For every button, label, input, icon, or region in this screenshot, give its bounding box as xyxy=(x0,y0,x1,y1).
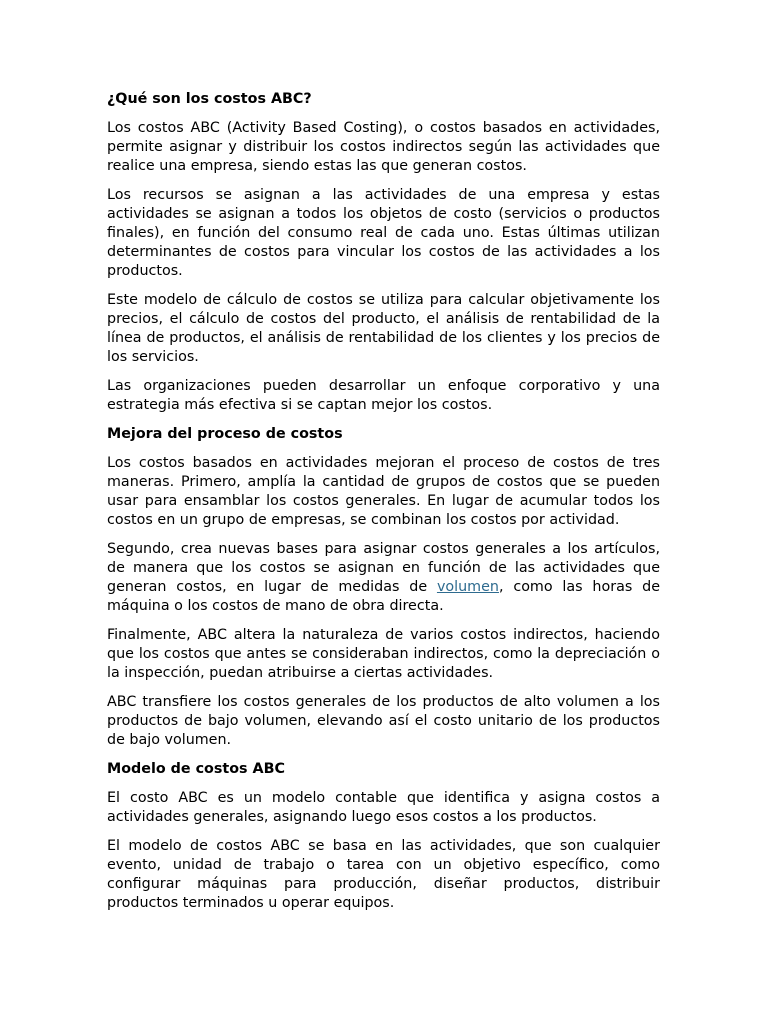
paragraph-text-before-link: Segundo, crea nuevas bases para asignar costos generales a los artículos, de manera que los costos se asignan en función de las actividades que generan costos, en lugar de medidas de xyxy=(107,541,660,595)
document-page xyxy=(107,90,660,923)
paragraph-text-after-link: , como las horas de máquina o los costos de mano de obra directa. xyxy=(107,579,661,614)
volumen-link[interactable]: volumen xyxy=(436,579,499,595)
paragraph-model-definition: El costo ABC es un modelo contable que identifica y asigna costos a actividades generales, asignando luego esos costos a los productos. xyxy=(107,790,660,825)
paragraph-transfer: ABC transfiere los costos generales de los productos de alto volumen a los productos de bajo volumen, elevando así el costo unitario de los productos de bajo volumen. xyxy=(107,694,660,748)
paragraph-model-activities: El modelo de costos ABC se basa en las actividades, que son cualquier evento, unidad de trabajo o tarea con un objetivo específico, como configurar máquinas para producción, diseñar productos, distribuir productos terminados u operar equipos. xyxy=(107,838,660,911)
paragraph-definition: Los costos ABC (Activity Based Costing), o costos basados en actividades, permite asignar y distribuir los costos indirectos según las actividades que realice una empresa, siendo estas las que generan costos. xyxy=(107,120,660,174)
section-heading-mejora: Mejora del proceso de costos xyxy=(107,426,343,442)
paragraph-improvement-second xyxy=(107,540,660,616)
paragraph-improvement-third: Finalmente, ABC altera la naturaleza de varios costos indirectos, haciendo que los costos que antes se consideraban indirectos, como la depreciación o la inspección, puedan atribuirse a ciertas actividades. xyxy=(107,627,660,681)
paragraph-improvement-first: Los costos basados en actividades mejoran el proceso de costos de tres maneras. Primero, amplía la cantidad de grupos de costos que se pueden usar para ensamblar los costos generales. En lugar de acumular todos los costos en un grupo de empresas, se combinan los costos por actividad. xyxy=(107,455,660,528)
paragraph-organizations: Las organizaciones pueden desarrollar un enfoque corporativo y una estrategia más efectiva si se captan mejor los costos. xyxy=(107,378,660,413)
paragraph-model-uses: Este modelo de cálculo de costos se utiliza para calcular objetivamente los precios, el cálculo de costos del producto, el análisis de rentabilidad de la línea de productos, el análisis de rentabilidad de los clientes y los precios de los servicios. xyxy=(107,292,660,365)
section-heading-que-son: ¿Qué son los costos ABC? xyxy=(107,91,312,107)
section-heading-modelo: Modelo de costos ABC xyxy=(107,761,285,777)
paragraph-resources: Los recursos se asignan a las actividades de una empresa y estas actividades se asignan a todos los objetos de costo (servicios o productos finales), en función del consumo real de cada uno. Estas últimas utilizan determinantes de costos para vincular los costos de las actividades a los productos. xyxy=(107,187,660,279)
